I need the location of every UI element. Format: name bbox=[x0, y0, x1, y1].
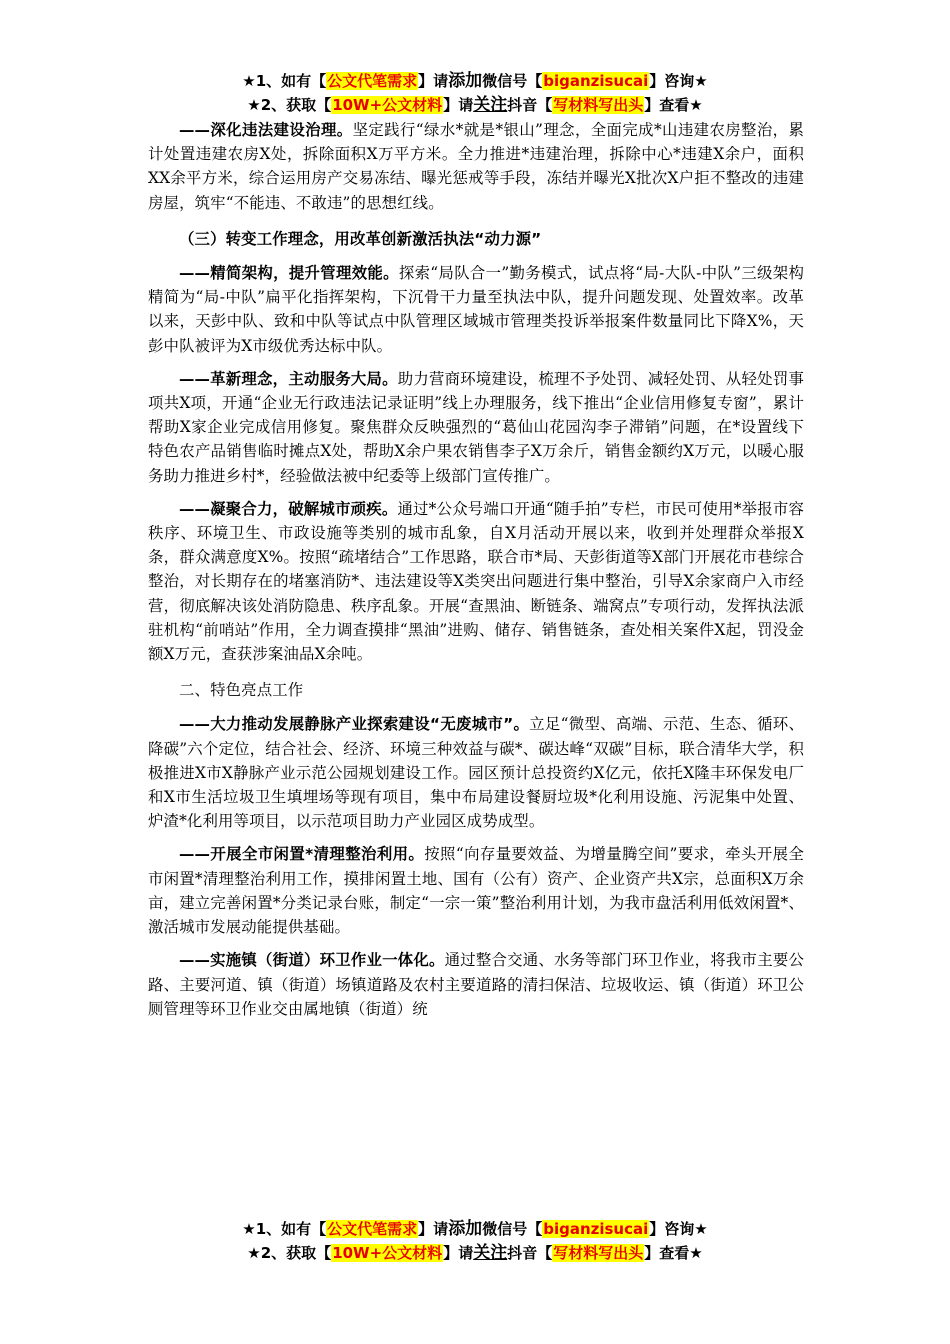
section-heading-2: 二、特色亮点工作 bbox=[179, 681, 304, 700]
banner-text: 抖音【 bbox=[507, 1244, 553, 1262]
paragraph-text: 坚定践行“绿水*就是*银山”理念，全面完成*山违建农房整治，累计处置违建农房X处，拆除面积X万平方米。全力推进*违建治理，拆除中心*违建X余户，面积XX余平方米，综合运用房产交易冻结、曝光惩戒等手段，冻结并曝光X批次X户拒不整改的违建房屋，筑牢“不能违、不敢违”的思想红线。 bbox=[148, 121, 804, 212]
banner-text: ★2、获取【 bbox=[247, 1244, 332, 1262]
banner-text: 】查看★ bbox=[644, 1244, 703, 1262]
paragraph-urban-issues bbox=[148, 497, 804, 666]
paragraph-venous-industry bbox=[148, 712, 804, 833]
banner-text: 】请 bbox=[443, 1244, 474, 1262]
banner-text: 】查看★ bbox=[644, 96, 703, 114]
paragraph-text: 按照“向存量要效益、为增量腾空间”要求，牵头开展全市闲置*清理整治利用工作，摸排闲置土地、国有（公有）资产、企业资产共X宗，总面积X万余亩，建立完善闲置*分类记录台账，制定“一宗一策”整治利用计划，为我市盘活利用低效闲置*、激活城市发展动能提供基础。 bbox=[148, 845, 804, 937]
bottom-banner-line-2 bbox=[0, 1242, 950, 1264]
banner-text: ★2、获取【 bbox=[247, 96, 332, 114]
banner-emphasis: 添加 bbox=[448, 1219, 483, 1239]
paragraph-streamline bbox=[148, 261, 804, 358]
paragraph-illegal-construction bbox=[148, 118, 804, 215]
paragraph-innovation bbox=[148, 367, 804, 488]
banner-emphasis: 添加 bbox=[448, 71, 483, 91]
highlight-service: 公文代笔需求 bbox=[327, 72, 418, 90]
banner-text: 】咨询★ bbox=[649, 72, 708, 90]
banner-text: 抖音【 bbox=[507, 96, 553, 114]
paragraph-text: 通过*公众号端口开通“随手拍”专栏，市民可使用*举报市容秩序、环境卫生、市政设施等类别的城市乱象，自X月活动开展以来，收到并处理群众举报X条，群众满意度X%。按照“疏堵结合”工作思路，联合市*局、天彭街道等X部门开展花市巷综合整治，对长期存在的堵塞消防*、违法建设等X类突出问题进行集中整治，引导X余家商户入市经营，彻底解决该处消防隐患、秩序乱象。开展“查黑油、断链条、端窝点”专项行动，发挥执法派驻机构“前哨站”作用，全力调查摸排“黑油”进购、储存、销售链条，查处相关案件X起，罚没金额X万元，查获涉案油品X余吨。 bbox=[148, 499, 804, 664]
highlight-douyin-account: 写材料写出头 bbox=[553, 96, 644, 114]
banner-text: 微信号【 bbox=[482, 1220, 543, 1238]
paragraph-lead: ——精简架构，提升管理效能。 bbox=[179, 264, 399, 283]
paragraph-text: 立足“微型、高端、示范、生态、循环、降碳”六个定位，结合社会、经济、环境三种效益与碳*、碳达峰“双碳”目标，联合清华大学，积极推进X市X静脉产业示范公园规划建设工作。园区预计总投资约X亿元，依托X隆丰环保发电厂和X市生活垃圾卫生填埋场等现有项目，集中布局建设餐厨垃圾*化利用设施、污泥集中处置、炉渣*化利用等项目，以示范项目助力产业园区成势成型。 bbox=[148, 715, 804, 831]
banner-text: 】请 bbox=[443, 96, 474, 114]
highlight-wechat-id: biganzisucai bbox=[543, 72, 649, 90]
paragraph-text: 通过整合交通、水务等部门环卫作业，将我市主要公路、主要河道、镇（街道）场镇道路及农村主要道路的清扫保洁、垃圾收运、镇（街道）环卫公厕管理等环卫作业交由属地镇（街道）统 bbox=[148, 951, 804, 1018]
banner-text: ★1、如有【 bbox=[242, 72, 327, 90]
banner-text: 】请 bbox=[418, 72, 449, 90]
banner-text: ★1、如有【 bbox=[242, 1220, 327, 1238]
banner-emphasis: 关注 bbox=[473, 95, 508, 115]
paragraph-lead: ——实施镇（街道）环卫作业一体化。 bbox=[179, 951, 445, 970]
paragraph-lead: ——大力推动发展静脉产业探索建设“无废城市”。 bbox=[179, 715, 530, 734]
paragraph-text: 助力营商环境建设，梳理不予处罚、减轻处罚、从轻处罚事项共X项，开通“企业无行政违法记录证明”线上办理服务，线下推出“企业信用修复专窗”，累计帮助X家企业完成信用修复。聚焦群众反映强烈的“葛仙山花园沟李子滞销”问题，在*设置线下特色农产品销售临时摊点X处，帮助X余户果农销售李子X万余斤，销售金额约X万元，以暖心服务助力推进乡村*，经验做法被中纪委等上级部门宣传推广。 bbox=[148, 369, 804, 485]
top-banner-line-2 bbox=[0, 94, 950, 116]
highlight-wechat-id: biganzisucai bbox=[543, 1220, 649, 1238]
highlight-douyin-account: 写材料写出头 bbox=[553, 1244, 644, 1262]
paragraph-idle-assets bbox=[148, 842, 804, 939]
paragraph-lead: ——开展全市闲置*清理整治利用。 bbox=[179, 845, 425, 864]
highlight-service: 公文代笔需求 bbox=[327, 1220, 418, 1238]
section-heading-3: （三）转变工作理念，用改革创新激活执法“动力源” bbox=[179, 229, 542, 248]
top-banner-line-1 bbox=[0, 70, 950, 92]
highlight-materials: 10W+公文材料 bbox=[332, 1244, 443, 1262]
highlight-materials: 10W+公文材料 bbox=[332, 96, 443, 114]
banner-text: 微信号【 bbox=[482, 72, 543, 90]
paragraph-text: 探索“局队合一”勤务模式，试点将“局-大队-中队”三级架构精简为“局-中队”扁平化指挥架构，下沉骨干力量至执法中队，提升问题发现、处置效率。改革以来，天彭中队、致和中队等试点中队管理区域城市管理类投诉举报案件数量同比下降X%，天彭中队被评为X市级优秀达标中队。 bbox=[148, 264, 804, 355]
document-body bbox=[148, 118, 804, 1030]
paragraph-lead: ——革新理念，主动服务大局。 bbox=[179, 369, 398, 388]
banner-text: 】请 bbox=[418, 1220, 449, 1238]
bottom-banner-line-1 bbox=[0, 1218, 950, 1240]
banner-text: 】咨询★ bbox=[649, 1220, 708, 1238]
paragraph-sanitation bbox=[148, 948, 804, 1021]
paragraph-lead: ——深化违法建设治理。 bbox=[179, 121, 353, 139]
paragraph-lead: ——凝聚合力，破解城市顽疾。 bbox=[179, 499, 398, 518]
banner-emphasis: 关注 bbox=[473, 1243, 508, 1263]
